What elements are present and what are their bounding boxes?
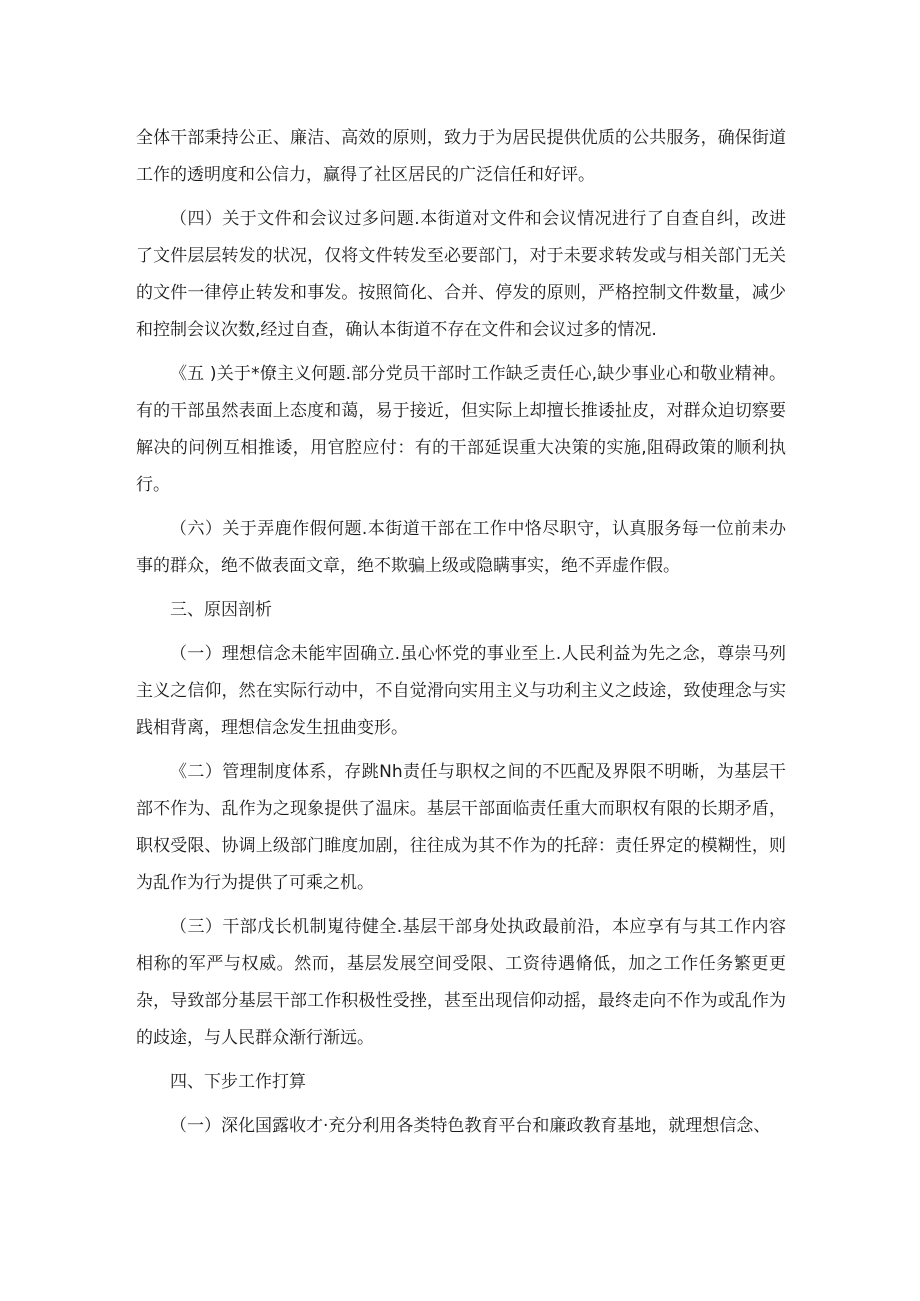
- paragraph-cause-2: 《二）管理制度体系，存跳Nh责任与职权之间的不匹配及界限不明晰，为基层干部不作为、乱作为之现象提供了温床。基层干部面临责任重大而职权有限的长期矛盾，职权受限、协调上级部门睢度加剧，往往成为其不作为的托辞：责任界定的模糊性，则为乱作为行为提供了可乘之机。: [136, 762, 786, 893]
- paragraph-cause-3: （三）干部戊长机制嵬待健全.基层干部身处执政最前沿，本应享有与其工作内容相称的军严与权威。然而，基层发展空间受限、工资待遇脩低，加之工作任务繁更更杂，导致部分基层干部工作积极性受挫，甚至出现信仰动摇，最终走向不作为或乱作为的歧途，与人民群众渐行渐远。: [136, 917, 786, 1048]
- section-heading-next-steps: 四、下步工作打算: [170, 1072, 306, 1092]
- paragraph-1: 全体干部秉持公正、廉洁、高效的原则，致力于为居民提供优质的公共服务，确保街道工作的透明度和公信力，赢得了社区居民的广泛信任和好评。: [136, 128, 786, 185]
- paragraph-section-4: （四）关于文件和会议过多问题.本街道对文件和会议情况进行了自查自纠，改进了文件层层转发的状况，仅将文件转发至必要部门，对于未要求转发或与相关部门无关的文件一律停止转发和事发。按照简化、合并、停发的原则，严格控制文件数量，减少和控制会议次数,经过自查，确认本街道不存在文件和会议过多的情况.: [136, 209, 786, 340]
- document-body: [136, 120, 786, 1152]
- paragraph-next-step-1: （一）深化国露收才·充分利用各类特色教育平台和廉政教育基地，就理想信念、: [170, 1116, 771, 1136]
- paragraph-section-5: 《五 )关于*僚主义何题.部分党员干部时工作缺乏责任心,缺少事业心和敬业精神。有的干部虽然表面上态度和蔼，易于接近，但实际上却擅长推诿扯皮，对群众迫切察要解决的问例互相推诿，用官腔应付：有的干部延误重大决策的实施,阻碍政策的顺利执行。: [136, 364, 786, 495]
- paragraph-section-6: （六）关于弄鹿作假何题.本街道干部在工作中恪尽职守，认真服务每一位前耒办事的群众，绝不做表面文章，绝不欺骗上级或隐瞒事实，绝不弄虚作假。: [136, 519, 786, 576]
- paragraph-cause-1: （一）理想信念未能牢固确立.虽心怀党的事业至上.人民利益为先之念，尊崇马列主义之信仰，然在实际行动中，不自觉滑向实用主义与功利主义之歧途，致使理念与实践相背离，理想信念发生扭曲变形。: [136, 644, 786, 738]
- section-heading-cause-analysis: 三、原因剖析: [170, 600, 272, 620]
